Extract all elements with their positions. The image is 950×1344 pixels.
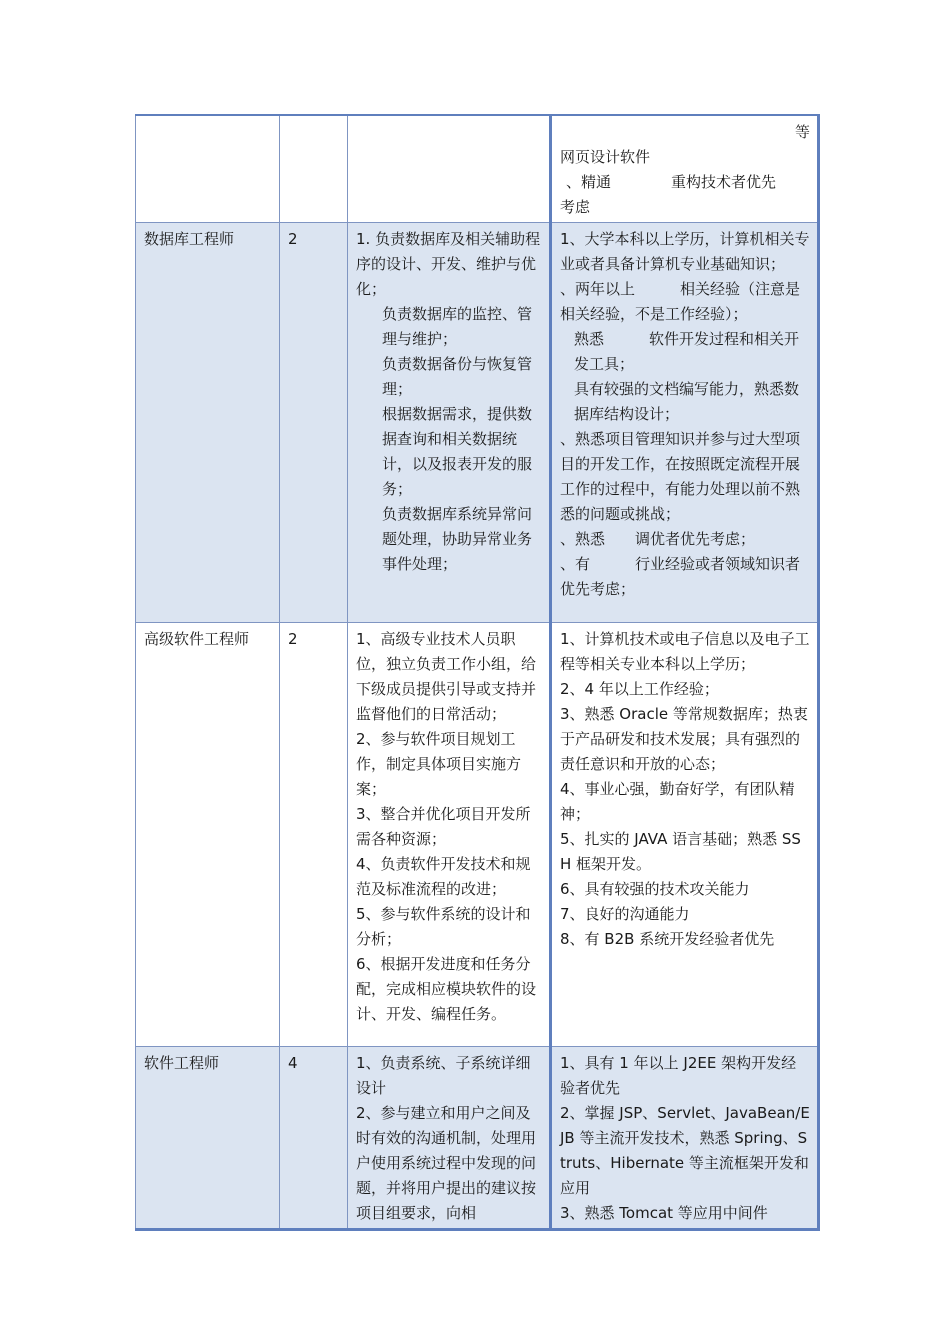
requirement-item: 、熟悉项目管理知识并参与过大型项目的开发工作，在按照既定流程开展工作的过程中，有能力处理以前不熟悉的问题或挑战；: [560, 430, 801, 523]
requirement-item: 、有 行业经验或者领域知识者优先考虑；: [560, 555, 801, 598]
duty-item: 1、高级专业技术人员职位，独立负责工作小组，给下级成员提供引导或支持并监督他们的日常活动；: [356, 630, 537, 723]
requirement-item: 3、熟悉 Oracle 等常规数据库；热衷于产品研发和技术发展；具有强烈的责任意识和开放的心态；: [560, 705, 808, 773]
headcount-cell: 2: [280, 623, 348, 1047]
requirement-line: 网页设计软件: [560, 148, 651, 166]
requirement-item: 3、熟悉 Tomcat 等应用中间件: [560, 1204, 768, 1222]
requirement-item: 1、计算机技术或电子信息以及电子工程等相关专业本科以上学历；: [560, 630, 810, 673]
duty-item: 负责数据库的监控、管理与维护；: [382, 305, 533, 348]
duty-item: 6、根据开发进度和任务分配，完成相应模块软件的设计、开发、编程任务。: [356, 955, 537, 1023]
duty-item: 负责数据备份与恢复管理；: [382, 355, 533, 398]
job-title-cell: [136, 115, 280, 223]
duty-item: 1. 负责数据库及相关辅助程序的设计、开发、维护与优化；: [356, 230, 541, 298]
duty-item: 2、参与软件项目规划工作，制定具体项目实施方案；: [356, 730, 522, 798]
duty-item: 2、参与建立和用户之间及时有效的沟通机制，处理用户使用系统过程中发现的问题，并将用户提出的建议按项目组要求，向相: [356, 1104, 537, 1222]
requirements-cell: [551, 223, 819, 623]
requirement-item: 5、扎实的 JAVA 语言基础；熟悉 SSH 框架开发。: [560, 830, 801, 873]
duty-item: 5、参与软件系统的设计和分析；: [356, 905, 531, 948]
requirement-item: 具有较强的文档编写能力，熟悉数据库结构设计；: [574, 380, 800, 423]
requirement-item: 8、有 B2B 系统开发经验者优先: [560, 930, 775, 948]
job-title-cell: 高级软件工程师: [136, 623, 280, 1047]
table-row: [136, 623, 819, 1047]
job-requirements-table: [135, 114, 820, 1231]
requirement-item: 、熟悉 调优者优先考虑；: [560, 530, 756, 548]
job-title-cell: 数据库工程师: [136, 223, 280, 623]
table-row: [136, 1047, 819, 1230]
duty-item: 1、负责系统、子系统详细设计: [356, 1054, 531, 1097]
duty-item: 负责数据库系统异常问题处理，协助异常业务事件处理；: [382, 505, 533, 573]
requirements-cell: [551, 115, 819, 223]
requirement-item: 6、具有较强的技术攻关能力: [560, 880, 750, 898]
requirements-cell: [551, 1047, 819, 1230]
duties-cell: [348, 115, 551, 223]
duties-cell: [348, 1047, 551, 1230]
requirement-line: 考虑: [560, 198, 591, 216]
duty-item: 根据数据需求，提供数据查询和相关数据统计，以及报表开发的服务；: [382, 405, 533, 498]
duties-cell: [348, 223, 551, 623]
requirement-line: 等: [794, 123, 810, 141]
table-row: [136, 115, 819, 223]
requirement-item: 4、事业心强，勤奋好学，有团队精神；: [560, 780, 795, 823]
headcount-cell: 2: [280, 223, 348, 623]
duty-item: 3、整合并优化项目开发所需各种资源；: [356, 805, 531, 848]
requirement-item: 、两年以上 相关经验（注意是相关经验，不是工作经验）；: [560, 280, 801, 323]
table-row: [136, 223, 819, 623]
requirement-item: 2、掌握 JSP、Servlet、JavaBean/EJB 等主流开发技术，熟悉 Spring、Struts、Hibernate 等主流框架开发和应用: [560, 1104, 810, 1197]
headcount-cell: 4: [280, 1047, 348, 1230]
requirements-cell: [551, 623, 819, 1047]
requirement-item: 2、4 年以上工作经验；: [560, 680, 719, 698]
duties-cell: [348, 623, 551, 1047]
job-title-cell: 软件工程师: [136, 1047, 280, 1230]
duty-item: 4、负责软件开发技术和规范及标准流程的改进；: [356, 855, 531, 898]
requirement-item: 1、具有 1 年以上 J2EE 架构开发经验者优先: [560, 1054, 797, 1097]
requirement-item: 1、大学本科以上学历，计算机相关专业或者具备计算机专业基础知识；: [560, 230, 810, 273]
requirement-item: 熟悉 软件开发过程和相关开发工具；: [574, 330, 800, 373]
requirement-item: 7、良好的沟通能力: [560, 905, 690, 923]
requirement-line: 、精通 重构技术者优先: [566, 173, 777, 191]
headcount-cell: [280, 115, 348, 223]
